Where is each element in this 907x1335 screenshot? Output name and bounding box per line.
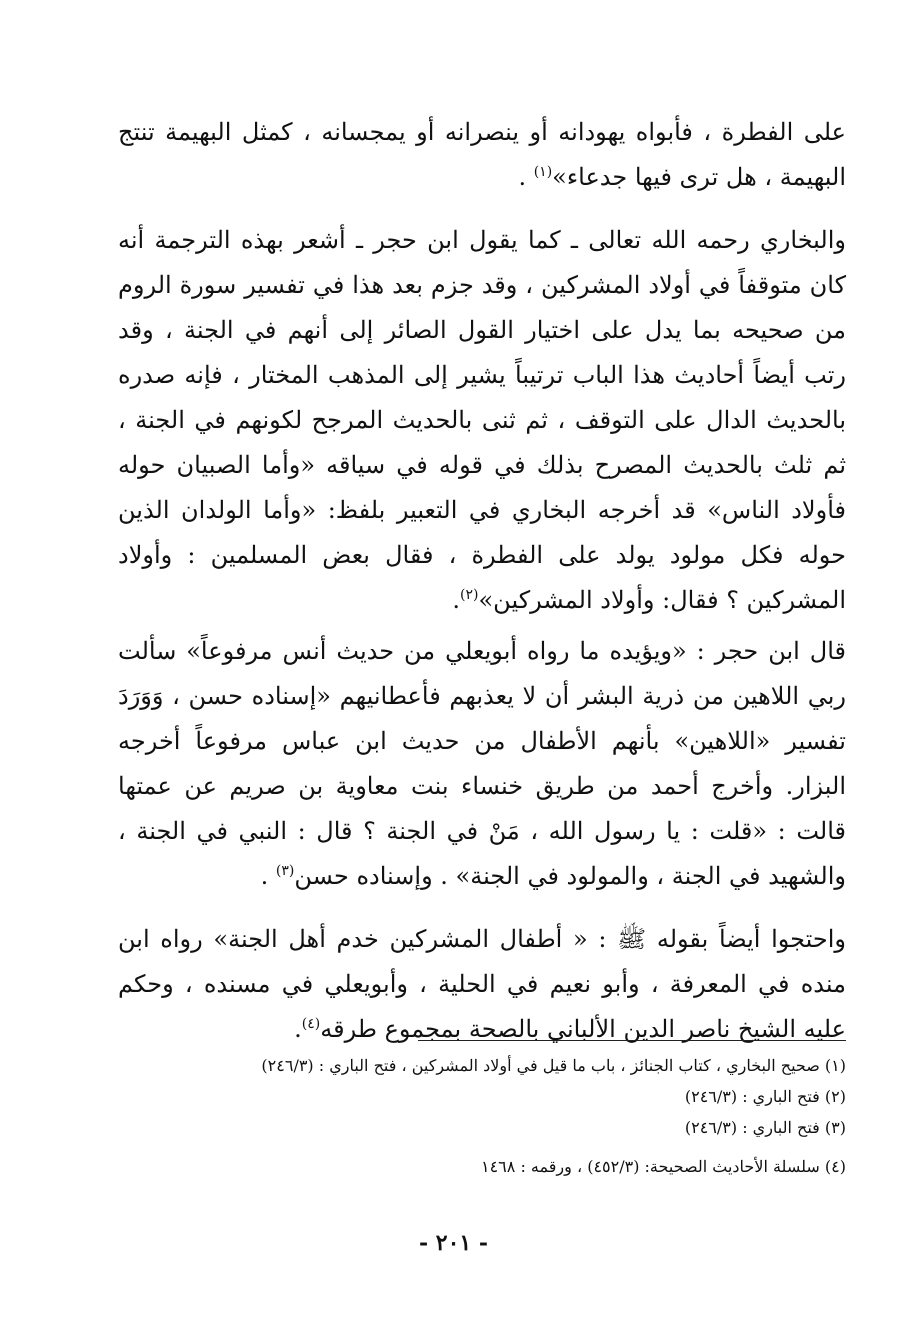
paragraph-3-tail: . bbox=[260, 862, 276, 890]
page-body bbox=[118, 110, 846, 1052]
page-number: - ٢٠١ - bbox=[418, 1230, 489, 1256]
paragraph-4 bbox=[118, 917, 846, 1052]
footnote-1: (١) صحيح البخاري ، كتاب الجنائز ، باب ما قيل في أولاد المشركين ، فتح الباري : (٢٤٦/٣) bbox=[261, 1056, 846, 1075]
paragraph-2-tail: . bbox=[452, 586, 461, 614]
footnote-ref-4: (٤) bbox=[301, 1016, 321, 1032]
footnotes bbox=[118, 1050, 846, 1182]
paragraph-4-tail: . bbox=[294, 1015, 302, 1043]
footnote-ref-3: (٣) bbox=[275, 863, 295, 879]
footnote-divider bbox=[418, 1040, 846, 1041]
paragraph-3 bbox=[118, 629, 846, 899]
paragraph-2-text: والبخاري رحمه الله تعالى ـ كما يقول ابن حجر ـ أشعر بهذه الترجمة أنه كان متوقفاً في أولاد المشركين ، وقد جزم بعد هذا في تفسير سورة الروم من صحيحه بما يدل على اختيار القول الصائر إلى أنهم في الجنة ، وقد رتب أيضاً أحاديث هذا الباب ترتيباً يشير إلى المذهب المختار ، فإنه صدره بالحديث الدال على التوقف ، ثم ثنى بالحديث المرجح لكونهم في الجنة ، ثم ثلث بالحديث المصرح بذلك في قوله في سياقه «وأما الصبيان حوله فأولاد الناس» قد أخرجه البخاري في التعبير بلفظ: «وأما الولدان الذين حوله فكل مولود يولد على الفطرة ، فقال بعض المسلمين : وأولاد المشركين ؟ فقال: وأولاد المشركين» bbox=[118, 226, 846, 614]
footnote-ref-1: (١) bbox=[533, 164, 553, 180]
footnote-4: (٤) سلسلة الأحاديث الصحيحة: (٤٥٢/٣) ، ورقمه : ١٤٦٨ bbox=[480, 1157, 846, 1176]
footnote-ref-2: (٢) bbox=[460, 587, 479, 603]
paragraph-3-text: قال ابن حجر : «ويؤيده ما رواه أبويعلي من حديث أنس مرفوعاً» سألت ربي اللاهين من ذرية البشر أن لا يعذبهم فأعطانيهم «إسناده حسن ، وَوَرَدَ تفسير «اللاهين» بأنهم الأطفال من حديث ابن عباس مرفوعاً أخرجه البزار. وأخرج أحمد من طريق خنساء بنت معاوية بن صريم عن عمتها قالت : «قلت : يا رسول الله ، مَنْ في الجنة ؟ قال : النبي في الجنة ، والشهيد في الجنة ، والمولود في الجنة» . وإسناده حسن bbox=[118, 637, 846, 890]
paragraph-1-text: على الفطرة ، فأبواه يهودانه أو ينصرانه أو يمجسانه ، كمثل البهيمة تنتج البهيمة ، هل ترى فيها جدعاء» bbox=[118, 118, 846, 191]
paragraph-1 bbox=[118, 110, 846, 200]
footnote-2: (٢) فتح الباري : (٢٤٦/٣) bbox=[684, 1087, 846, 1106]
footnote-3: (٣) فتح الباري : (٢٤٦/٣) bbox=[684, 1118, 846, 1137]
paragraph-2 bbox=[118, 218, 846, 623]
paragraph-4-text: واحتجوا أيضاً بقوله ﷺ : « أطفال المشركين خدم أهل الجنة» رواه ابن منده في المعرفة ، وأبو نعيم في الحلية ، وأبويعلي في مسنده ، وحكم عليه الشيخ ناصر الدين الألباني بالصحة بمجموع طرقه bbox=[118, 925, 846, 1043]
paragraph-1-tail: . bbox=[518, 163, 534, 191]
